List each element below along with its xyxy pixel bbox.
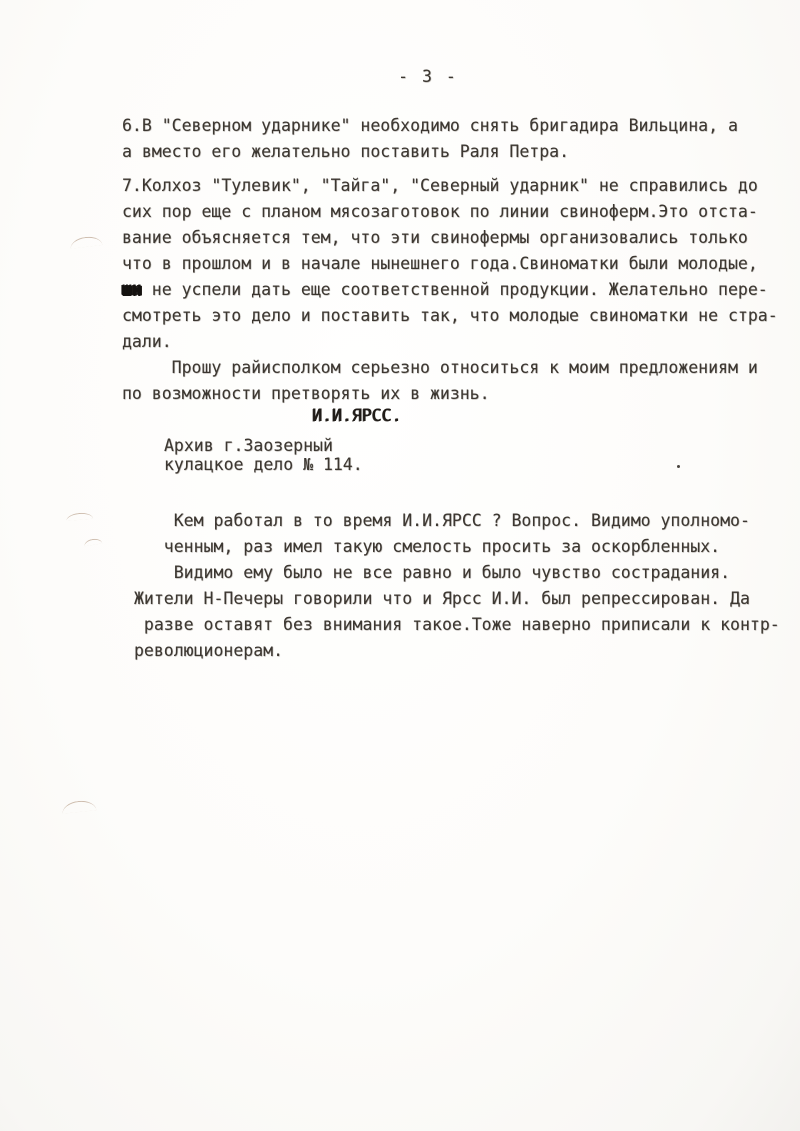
text-line-with-overstrike — [122, 277, 778, 303]
paragraph-item-7 — [122, 173, 778, 355]
text-line: 7.Колхоз "Тулевик", "Тайга", "Северный ударник" не справились до — [122, 176, 758, 195]
overstruck-characters: шн — [122, 280, 142, 299]
text-line: сих пор еще с планом мясозаготовок по линии свиноферм.Это отста- — [122, 202, 758, 221]
text-line: смотреть это дело и поставить так, что молодые свиноматки не стра- — [122, 306, 778, 325]
text-line: разве оставят без внимания такое.Тоже наверно приписали к контр- — [134, 615, 780, 634]
archive-reference — [164, 436, 363, 474]
request-paragraph — [122, 355, 758, 407]
text-line: что в прошлом и в начале нынешнего года.Свиноматки были молодые, — [122, 254, 758, 273]
text-line: революционерам. — [134, 641, 284, 660]
text-line: ченным, раз имел такую смелость просить за оскорбленных. — [134, 537, 721, 556]
margin-pencil-mark — [62, 799, 97, 813]
archive-location-line: Архив г.Заозерный — [164, 436, 333, 455]
text-line: дали. — [122, 332, 172, 351]
margin-pencil-mark — [84, 538, 103, 547]
page-number: - 3 - — [398, 67, 458, 86]
signature: И.И.ЯРСС. — [312, 406, 402, 425]
text-segment: не успели дать еще соответственной продукции. Желательно пере- — [141, 280, 768, 299]
text-line: Видимо ему было не все равно и было чувство сострадания. — [134, 563, 731, 582]
ink-speck — [677, 465, 680, 468]
paragraph-item-6 — [122, 113, 738, 165]
text-line: Жители Н-Печеры говорили что и Ярсс И.И. был репрессирован. Да — [134, 589, 750, 608]
margin-pencil-mark — [70, 235, 103, 249]
archive-case-line: кулацкое дело № 114. — [164, 455, 363, 474]
text-line: Кем работал в то время И.И.ЯРСС ? Вопрос. Видимо уполномо- — [134, 511, 750, 530]
text-line: по возможности претворять их в жизнь. — [122, 384, 490, 403]
text-line: 6.В "Северном ударнике" необходимо снять бригадира Вильцина, а — [122, 116, 738, 135]
margin-pencil-mark — [66, 512, 94, 521]
commentary-note — [134, 508, 780, 664]
text-line: вание объясняется тем, что эти свинофермы организовались только — [122, 228, 748, 247]
text-line: а вместо его желательно поставить Раля Петра. — [122, 142, 570, 161]
text-line: Прошу райисполком серьезно относиться к моим предложениям и — [122, 358, 758, 377]
